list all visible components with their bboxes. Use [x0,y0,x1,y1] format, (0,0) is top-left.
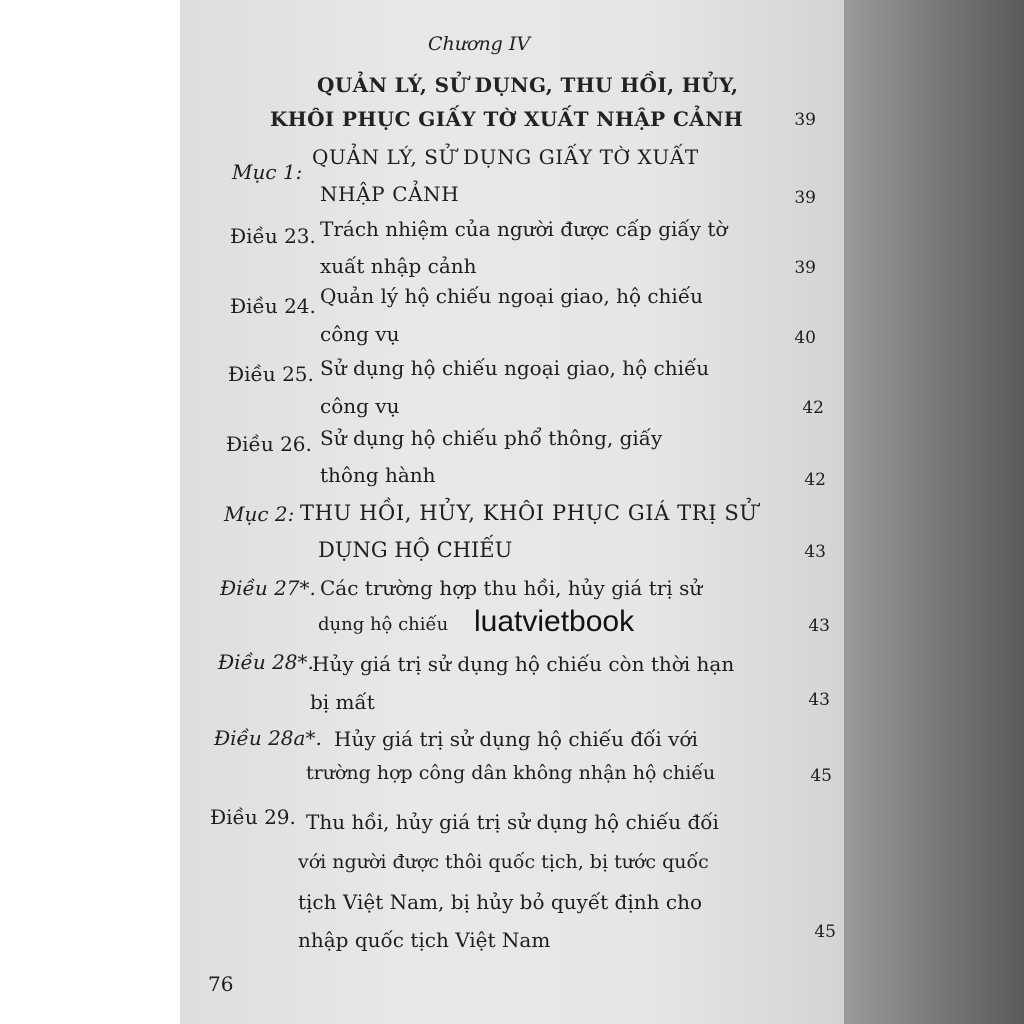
entry-label: Điều 26. [226,432,312,456]
entry-page: 39 [794,188,816,208]
entry-text-line: trường hợp công dân không nhận hộ chiếu [306,762,716,784]
entry-label: Điều 24. [230,294,316,318]
watermark-text: luatvietbook [474,605,635,638]
entry-page: 40 [794,328,816,348]
entry-page: 43 [808,690,830,710]
entry-label: Điều 27*. [220,576,316,600]
entry-page: 45 [814,922,836,942]
entry-label: Mục 2: [224,502,295,526]
entry-page: 43 [808,616,830,636]
entry-text-line: NHẬP CẢNH [320,182,460,206]
entry-text-line: QUẢN LÝ, SỬ DỤNG GIẤY TỜ XUẤT [312,145,699,169]
entry-text-line: xuất nhập cảnh [320,254,477,278]
chapter-title-line-2: KHÔI PHỤC GIẤY TỜ XUẤT NHẬP CẢNH [270,107,744,131]
entry-text-line: dụng hộ chiếu [318,614,449,635]
entry-page: 42 [804,470,826,490]
entry-text-line: Hủy giá trị sử dụng hộ chiếu còn thời hạn [312,652,735,676]
entry-text-line: Trách nhiệm của người được cấp giấy tờ [320,217,728,241]
entry-text-line: Quản lý hộ chiếu ngoại giao, hộ chiếu [320,284,704,308]
entry-text-line: công vụ [320,322,400,346]
entry-text-line: Các trường hợp thu hồi, hủy giá trị sử [320,576,703,600]
entry-text-line: thông hành [320,463,436,487]
entry-text-line: tịch Việt Nam, bị hủy bỏ quyết định cho [298,890,702,914]
entry-text-line: Sử dụng hộ chiếu phổ thông, giấy [320,426,663,450]
entry-label: Điều 28a*. [214,726,322,750]
entry-text-line: với người được thôi quốc tịch, bị tước quốc [298,851,709,873]
background-left [0,0,180,1024]
entry-label: Điều 28*. [218,650,314,674]
entry-text-line: Thu hồi, hủy giá trị sử dụng hộ chiếu đối [306,810,719,834]
chapter-label: Chương IV [428,33,531,55]
book-spine [844,0,1024,1024]
entry-text-line: Sử dụng hộ chiếu ngoại giao, hộ chiếu [320,356,710,380]
entry-label: Điều 29. [210,805,296,829]
entry-text-line: Hủy giá trị sử dụng hộ chiếu đối với [334,727,698,751]
entry-text-line: DỤNG HỘ CHIẾU [318,538,513,562]
entry-label: Điều 23. [230,224,316,248]
entry-page: 45 [810,766,832,786]
entry-label: Điều 25. [228,362,314,386]
chapter-title-line-1: QUẢN LÝ, SỬ DỤNG, THU HỒI, HỦY, [317,73,739,97]
entry-page: 43 [804,542,826,562]
chapter-page: 39 [794,110,816,130]
entry-page: 42 [802,398,824,418]
entry-label: Mục 1: [232,160,303,184]
entry-text-line: THU HỒI, HỦY, KHÔI PHỤC GIÁ TRỊ SỬ [300,501,758,525]
entry-text-line: bị mất [310,690,375,714]
entry-page: 39 [794,258,816,278]
entry-text-line: nhập quốc tịch Việt Nam [298,928,551,952]
entry-text-line: công vụ [320,394,400,418]
page-number: 76 [208,972,234,996]
